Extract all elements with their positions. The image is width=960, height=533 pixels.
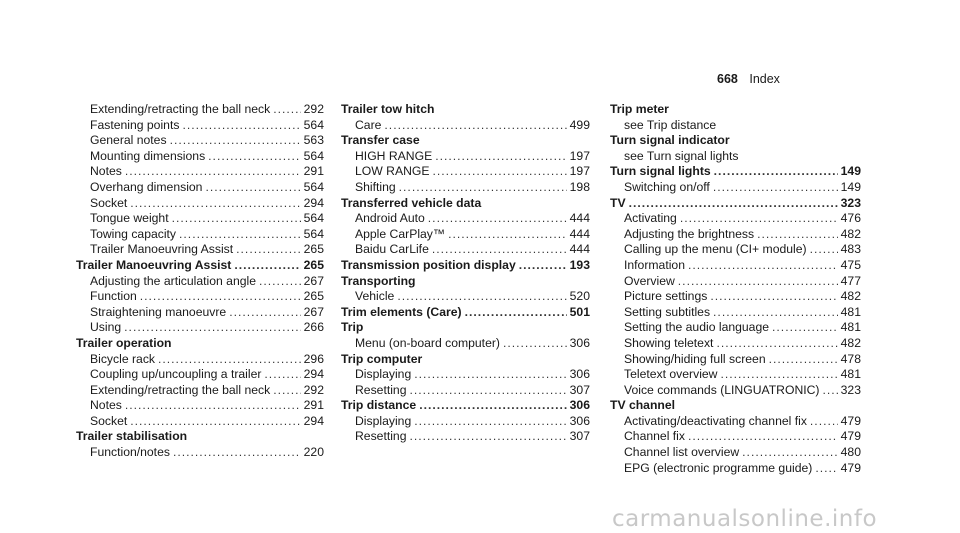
page-reference: 564	[303, 211, 324, 226]
index-entry	[341, 180, 590, 196]
page-reference: 481	[840, 367, 861, 382]
page-reference: 266	[303, 320, 324, 335]
dot-leader	[130, 414, 300, 430]
index-column-3	[610, 102, 861, 476]
index-heading	[341, 258, 590, 274]
entry-label: Voice commands (LINGUATRONIC)	[624, 382, 820, 397]
page-reference: 306	[569, 413, 590, 428]
index-entry	[610, 336, 861, 352]
index-entry	[610, 242, 861, 258]
dot-leader	[397, 289, 566, 305]
dot-leader	[448, 227, 567, 243]
page-number: 668	[717, 72, 738, 86]
dot-leader	[140, 289, 301, 305]
dot-leader	[125, 398, 301, 414]
index-entry	[610, 305, 861, 321]
index-heading	[341, 305, 590, 321]
dot-leader	[465, 305, 567, 321]
entry-label: Trim elements (Care)	[341, 304, 462, 319]
index-entry	[76, 211, 324, 227]
dot-leader	[182, 118, 300, 134]
page-reference: 292	[303, 102, 324, 116]
index-heading	[610, 102, 861, 118]
index-column-2	[341, 102, 590, 445]
entry-label: Adjusting the articulation angle	[90, 273, 256, 288]
page-reference: 479	[840, 429, 861, 444]
dot-leader	[179, 227, 301, 243]
page-reference: 564	[303, 148, 324, 163]
entry-label: Towing capacity	[90, 226, 177, 241]
entry-label: Activating	[624, 211, 677, 226]
dot-leader	[158, 352, 301, 368]
dot-leader	[234, 258, 300, 274]
page-reference: 499	[569, 117, 590, 132]
index-heading	[341, 274, 590, 290]
page-reference: 481	[840, 304, 861, 319]
dot-leader	[815, 461, 837, 477]
page-reference: 149	[840, 179, 861, 194]
entry-label: Shifting	[355, 179, 396, 194]
index-entry	[610, 445, 861, 461]
dot-leader	[273, 102, 300, 118]
index-heading	[341, 320, 590, 336]
page-reference: 306	[569, 398, 590, 413]
entry-label: Function	[90, 289, 137, 304]
entry-label: Vehicle	[355, 289, 395, 304]
dot-leader	[678, 274, 838, 290]
entry-label: Trailer stabilisation	[76, 429, 188, 444]
entry-label: EPG (electronic programme guide)	[624, 460, 813, 475]
entry-label: Trailer tow hitch	[341, 102, 435, 116]
entry-label: Activating/deactivating channel fix	[624, 413, 807, 428]
section-title: Index	[749, 72, 780, 86]
index-heading	[341, 102, 590, 118]
dot-leader	[680, 211, 838, 227]
page-reference: 476	[840, 211, 861, 226]
index-entry	[76, 149, 324, 165]
index-entry	[610, 258, 861, 274]
dot-leader	[433, 164, 567, 180]
index-heading	[341, 196, 590, 212]
dot-leader	[428, 211, 567, 227]
dot-leader	[130, 196, 300, 212]
entry-label: Using	[90, 320, 122, 335]
index-heading	[76, 336, 324, 352]
page-reference: 198	[569, 179, 590, 194]
page-reference: 501	[569, 304, 590, 319]
index-entry	[76, 367, 324, 383]
entry-label: Straightening manoeuvre	[90, 304, 227, 319]
page-reference: 294	[303, 367, 324, 382]
page-reference: 292	[303, 382, 324, 397]
entry-label: Transfer case	[341, 133, 420, 148]
dot-leader	[713, 180, 838, 196]
entry-label: Transmission position display	[341, 257, 516, 272]
entry-label: Turn signal lights	[610, 164, 711, 179]
dot-leader	[772, 320, 838, 336]
index-entry	[76, 289, 324, 305]
dot-leader	[259, 274, 301, 290]
entry-label: Switching on/off	[624, 179, 710, 194]
entry-label: Picture settings	[624, 289, 708, 304]
page-reference: 564	[303, 226, 324, 241]
entry-label: Socket	[90, 413, 128, 428]
entry-label: Adjusting the brightness	[624, 226, 755, 241]
dot-leader	[716, 336, 837, 352]
entry-label: Trip computer	[341, 351, 423, 366]
entry-label: Fastening points	[90, 117, 180, 132]
page-reference: 265	[303, 257, 324, 272]
page-reference: 482	[840, 289, 861, 304]
entry-label: Socket	[90, 195, 128, 210]
page-reference: 480	[840, 445, 861, 460]
entry-label: HIGH RANGE	[355, 148, 433, 163]
index-entry	[610, 367, 861, 383]
dot-leader	[236, 242, 301, 258]
dot-leader	[757, 227, 838, 243]
index-entry	[610, 320, 861, 336]
index-heading	[610, 164, 861, 180]
entry-label: Resetting	[355, 429, 407, 444]
entry-label: Mounting dimensions	[90, 148, 206, 163]
page-reference: 267	[303, 273, 324, 288]
dot-leader	[172, 211, 301, 227]
page-reference: 197	[569, 164, 590, 179]
index-entry	[610, 149, 861, 165]
dot-leader	[713, 305, 838, 321]
dot-leader	[503, 336, 567, 352]
entry-label: see Trip distance	[624, 117, 717, 132]
index-entry	[341, 429, 590, 445]
entry-label: Care	[355, 117, 382, 132]
dot-leader	[384, 118, 566, 134]
entry-label: Setting the audio language	[624, 320, 770, 335]
index-entry	[610, 274, 861, 290]
index-entry	[76, 305, 324, 321]
entry-label: Transferred vehicle data	[341, 195, 482, 210]
index-entry	[76, 445, 324, 461]
page-reference: 444	[569, 226, 590, 241]
page-reference: 323	[840, 195, 861, 210]
index-entry	[610, 383, 861, 399]
index-entry	[610, 180, 861, 196]
entry-label: Notes	[90, 164, 122, 179]
index-entry	[76, 196, 324, 212]
dot-leader	[720, 367, 837, 383]
dot-leader	[264, 367, 300, 383]
entry-label: Resetting	[355, 382, 407, 397]
page-reference: 564	[303, 179, 324, 194]
page-reference: 267	[303, 304, 324, 319]
page-reference: 444	[569, 242, 590, 257]
entry-label: Transporting	[341, 273, 416, 288]
index-heading	[341, 398, 590, 414]
page-reference: 265	[303, 289, 324, 304]
entry-label: Coupling up/uncoupling a trailer	[90, 367, 262, 382]
entry-label: Overview	[624, 273, 675, 288]
dot-leader	[629, 196, 838, 212]
entry-label: Extending/retracting the ball neck	[90, 382, 271, 397]
dot-leader	[414, 414, 566, 430]
entry-label: Trip distance	[341, 398, 417, 413]
dot-leader	[208, 149, 300, 165]
page-reference: 307	[569, 382, 590, 397]
index-entry	[76, 383, 324, 399]
entry-label: Channel fix	[624, 429, 685, 444]
entry-label: Tongue weight	[90, 211, 169, 226]
entry-label: Menu (on-board computer)	[355, 335, 500, 350]
page-reference: 307	[569, 429, 590, 444]
dot-leader	[688, 258, 838, 274]
index-entry	[341, 118, 590, 134]
dot-leader	[414, 367, 566, 383]
page-reference: 323	[840, 382, 861, 397]
entry-label: Trip meter	[610, 102, 669, 116]
dot-leader	[432, 242, 567, 258]
dot-leader	[710, 289, 837, 305]
page-reference: 482	[840, 335, 861, 350]
entry-label: Calling up the menu (CI+ module)	[624, 242, 807, 257]
dot-leader	[125, 164, 301, 180]
page-reference: 481	[840, 320, 861, 335]
page-reference: 444	[569, 211, 590, 226]
entry-label: Trip	[341, 320, 364, 335]
entry-label: Trailer operation	[76, 335, 172, 350]
index-entry	[76, 227, 324, 243]
page-reference: 149	[840, 164, 861, 179]
page-reference: 296	[303, 351, 324, 366]
entry-label: Notes	[90, 398, 122, 413]
index-entry	[76, 352, 324, 368]
page-reference: 475	[840, 257, 861, 272]
entry-label: see Turn signal lights	[624, 148, 739, 163]
index-entry	[76, 133, 324, 149]
dot-leader	[823, 383, 838, 399]
index-entry	[341, 289, 590, 305]
index-entry	[76, 164, 324, 180]
index-entry	[610, 227, 861, 243]
page-reference: 306	[569, 335, 590, 350]
index-entry	[610, 289, 861, 305]
page-reference: 563	[303, 133, 324, 148]
page-reference: 291	[303, 164, 324, 179]
index-heading	[76, 429, 324, 445]
index-entry	[341, 164, 590, 180]
index-entry	[341, 227, 590, 243]
entry-label: Turn signal indicator	[610, 133, 730, 148]
entry-label: Showing/hiding full screen	[624, 351, 766, 366]
dot-leader	[399, 180, 567, 196]
index-entry	[341, 383, 590, 399]
index-entry	[610, 429, 861, 445]
dot-leader	[205, 180, 300, 196]
entry-label: Baidu CarLife	[355, 242, 429, 257]
index-heading	[341, 133, 590, 149]
entry-label: Channel list overview	[624, 445, 740, 460]
page-reference: 294	[303, 413, 324, 428]
dot-leader	[410, 383, 567, 399]
index-entry	[341, 211, 590, 227]
page-reference: 482	[840, 226, 861, 241]
page-reference: 294	[303, 195, 324, 210]
dot-leader	[810, 414, 838, 430]
index-column-1	[76, 102, 324, 461]
entry-label: Android Auto	[355, 211, 425, 226]
dot-leader	[688, 429, 838, 445]
entry-label: Overhang dimension	[90, 179, 203, 194]
entry-label: Displaying	[355, 413, 412, 428]
page-reference: 479	[840, 460, 861, 475]
page-reference: 291	[303, 398, 324, 413]
entry-label: Showing teletext	[624, 335, 714, 350]
entry-label: Extending/retracting the ball neck	[90, 102, 271, 116]
page-reference: 197	[569, 148, 590, 163]
index-entry	[610, 118, 861, 134]
page-reference: 265	[303, 242, 324, 257]
index-entry	[76, 118, 324, 134]
entry-label: Bicycle rack	[90, 351, 156, 366]
index-entry	[76, 180, 324, 196]
entry-label: Information	[624, 257, 685, 272]
dot-leader	[519, 258, 567, 274]
entry-label: Setting subtitles	[624, 304, 711, 319]
entry-label: Apple CarPlay™	[355, 226, 446, 241]
index-entry	[341, 414, 590, 430]
dot-leader	[769, 352, 838, 368]
index-entry	[76, 242, 324, 258]
index-entry	[610, 414, 861, 430]
watermark: carmanualsonline.info	[612, 506, 878, 532]
index-heading	[610, 398, 861, 414]
dot-leader	[273, 383, 300, 399]
page-reference: 483	[840, 242, 861, 257]
dot-leader	[810, 242, 838, 258]
page-header	[717, 72, 780, 86]
page-reference: 479	[840, 413, 861, 428]
dot-leader	[714, 164, 838, 180]
index-entry	[76, 102, 324, 118]
entry-label: Displaying	[355, 367, 412, 382]
page-reference: 306	[569, 367, 590, 382]
index-entry	[76, 414, 324, 430]
dot-leader	[170, 133, 301, 149]
index-entry	[76, 274, 324, 290]
entry-label: Function/notes	[90, 445, 170, 460]
index-entry	[341, 367, 590, 383]
index-heading	[76, 258, 324, 274]
index-entry	[610, 461, 861, 477]
entry-label: Trailer Manoeuvring Assist	[90, 242, 234, 257]
dot-leader	[410, 429, 567, 445]
index-entry	[610, 211, 861, 227]
page-reference: 193	[569, 257, 590, 272]
index-entry	[610, 352, 861, 368]
index-entry	[341, 149, 590, 165]
entry-label: Trailer Manoeuvring Assist	[76, 257, 232, 272]
entry-label: Teletext overview	[624, 367, 718, 382]
page-reference: 220	[303, 445, 324, 460]
entry-label: General notes	[90, 133, 167, 148]
page-reference: 520	[569, 289, 590, 304]
index-entry	[341, 242, 590, 258]
dot-leader	[419, 398, 566, 414]
page-reference: 477	[840, 273, 861, 288]
index-entry	[76, 320, 324, 336]
index-heading	[610, 133, 861, 149]
dot-leader	[742, 445, 837, 461]
index-heading	[341, 352, 590, 368]
page-reference: 564	[303, 117, 324, 132]
entry-label: LOW RANGE	[355, 164, 430, 179]
dot-leader	[229, 305, 300, 321]
index-entry	[341, 336, 590, 352]
dot-leader	[173, 445, 301, 461]
dot-leader	[124, 320, 300, 336]
index-entry	[76, 398, 324, 414]
page-reference: 478	[840, 351, 861, 366]
dot-leader	[435, 149, 566, 165]
index-heading	[610, 196, 861, 212]
entry-label: TV channel	[610, 398, 676, 413]
entry-label: TV	[610, 195, 626, 210]
